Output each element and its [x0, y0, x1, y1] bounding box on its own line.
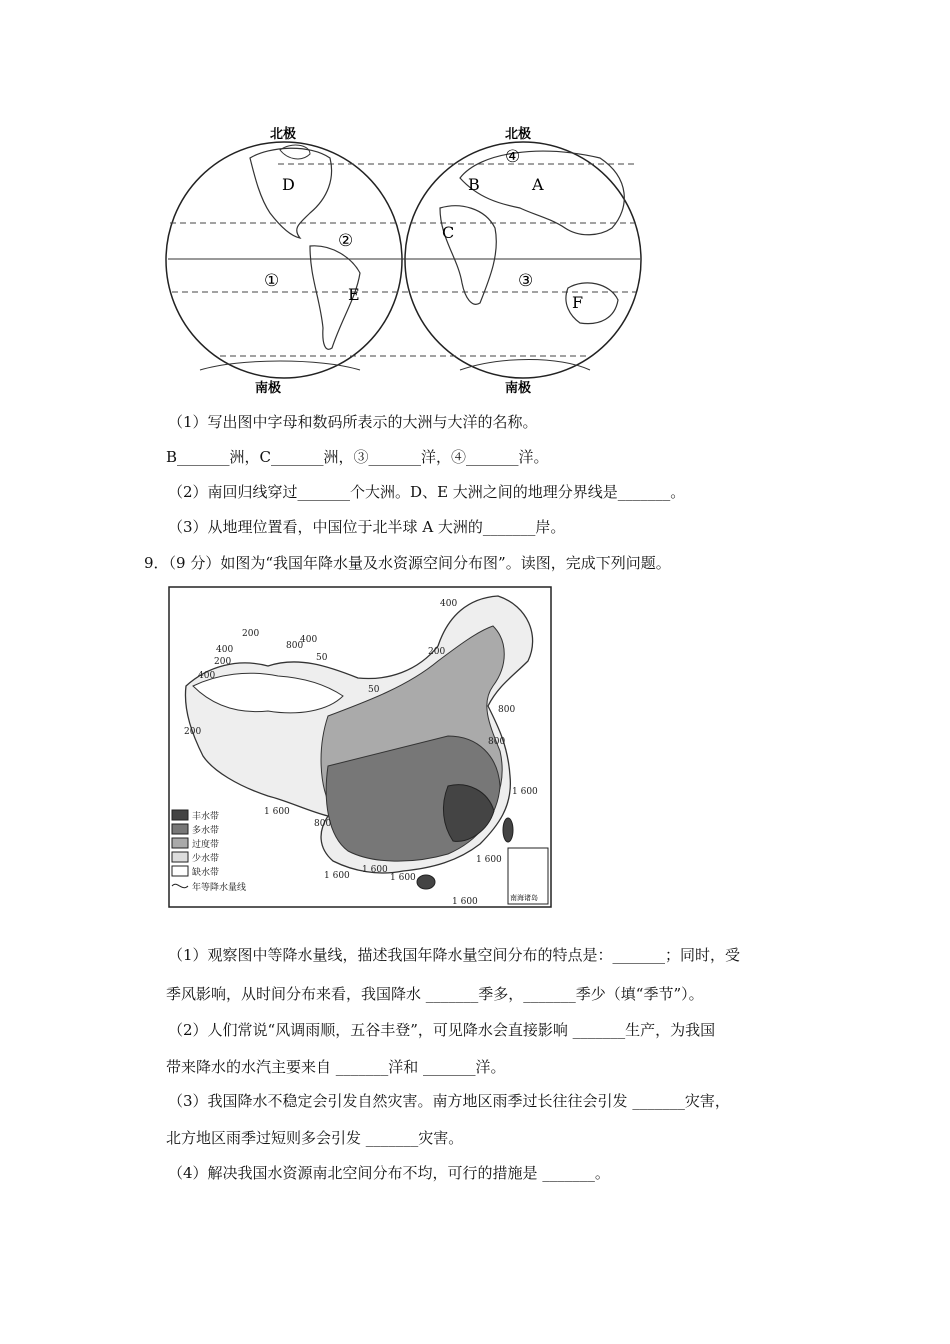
- q9-part3b: 北方地区雨季过短则多会引发 _______灾害。: [166, 1129, 464, 1147]
- letter-A: A: [532, 175, 544, 194]
- legend-item-wet: 多水带: [192, 826, 220, 836]
- number-4: ④: [505, 147, 521, 167]
- q9-part4: （4）解决我国水资源南北空间分布不均，可行的措施是 _______。: [168, 1164, 610, 1182]
- isoline-label: 400: [300, 635, 318, 645]
- number-1: ①: [264, 271, 280, 291]
- isoline-label: 1 600: [362, 865, 388, 875]
- number-3: ③: [518, 271, 534, 291]
- letter-C: C: [442, 223, 455, 242]
- label-north-right: 北极: [505, 127, 532, 142]
- q8-part1: （1）写出图中字母和数码所表示的大洲与大洋的名称。: [168, 413, 538, 431]
- isoline-label: 800: [286, 641, 304, 651]
- legend-item-dry: 少水带: [192, 854, 220, 864]
- isoline-label: 50: [368, 685, 380, 695]
- isoline-label: 800: [498, 705, 516, 715]
- world-hemispheres-map: [160, 118, 650, 400]
- q8-part1-blanks: B_______洲，C_______洲，③_______洋，④_______洋。: [166, 448, 549, 466]
- isoline-label: 200: [184, 727, 202, 737]
- isoline-label: 1 600: [476, 855, 502, 865]
- label-north-left: 北极: [270, 127, 297, 142]
- eastern-hemisphere: [405, 142, 641, 378]
- number-2: ②: [338, 231, 354, 251]
- taiwan-island: [503, 818, 513, 842]
- isoline-label: 200: [214, 657, 232, 667]
- isoline-label: 1 600: [264, 807, 290, 817]
- q8-part3: （3）从地理位置看，中国位于北半球 A 大洲的_______岸。: [168, 518, 566, 536]
- q9-part1b: 季风影响，从时间分布来看，我国降水 _______季多，_______季少（填“季节”）。: [166, 985, 704, 1003]
- isoline-label: 400: [198, 671, 216, 681]
- legend-item-very-dry: 缺水带: [192, 868, 220, 878]
- label-south-left: 南极: [255, 381, 282, 396]
- hainan-island: [417, 875, 435, 889]
- legend-item-isoline: 年等降水量线: [192, 883, 247, 893]
- isoline-label: 1 600: [512, 787, 538, 797]
- isoline-label: 400: [440, 599, 458, 609]
- isoline-label: 200: [428, 647, 446, 657]
- inset-label: 南海诸岛: [510, 894, 538, 902]
- letter-D: D: [282, 175, 295, 194]
- isoline-label: 1 600: [390, 873, 416, 883]
- legend-item-transition: 过度带: [192, 840, 220, 850]
- q9-part2b: 带来降水的水汽主要来自 _______洋和 _______洋。: [166, 1058, 506, 1076]
- q9-part1a: （1）观察图中等降水量线，描述我国年降水量空间分布的特点是：_______；同时，受: [168, 946, 741, 964]
- q9-part2a: （2）人们常说“风调雨顺，五谷丰登”，可见降水会直接影响 _______生产，为我国: [168, 1021, 716, 1039]
- isoline-label: 200: [242, 629, 260, 639]
- q9-header: 9．（9 分）如图为“我国年降水量及水资源空间分布图”。读图，完成下列问题。: [144, 554, 671, 572]
- isoline-label: 800: [314, 819, 332, 829]
- china-precipitation-map: [168, 586, 552, 908]
- label-south-right: 南极: [505, 381, 532, 396]
- isoline-label: 50: [316, 653, 328, 663]
- isoline-label: 800: [488, 737, 506, 747]
- isoline-label: 400: [216, 645, 234, 655]
- isoline-label: 1 600: [452, 897, 478, 907]
- legend-item-very-wet: 丰水带: [192, 812, 220, 822]
- letter-E: E: [348, 285, 360, 304]
- isoline-label: 1 600: [324, 871, 350, 881]
- letter-F: F: [572, 293, 584, 312]
- letter-B: B: [468, 175, 480, 194]
- q9-part3a: （3）我国降水不稳定会引发自然灾害。南方地区雨季过长往往会引发 _______灾害，: [168, 1092, 730, 1110]
- q8-part2: （2）南回归线穿过_______个大洲。D、E 大洲之间的地理分界线是_______。: [168, 483, 686, 501]
